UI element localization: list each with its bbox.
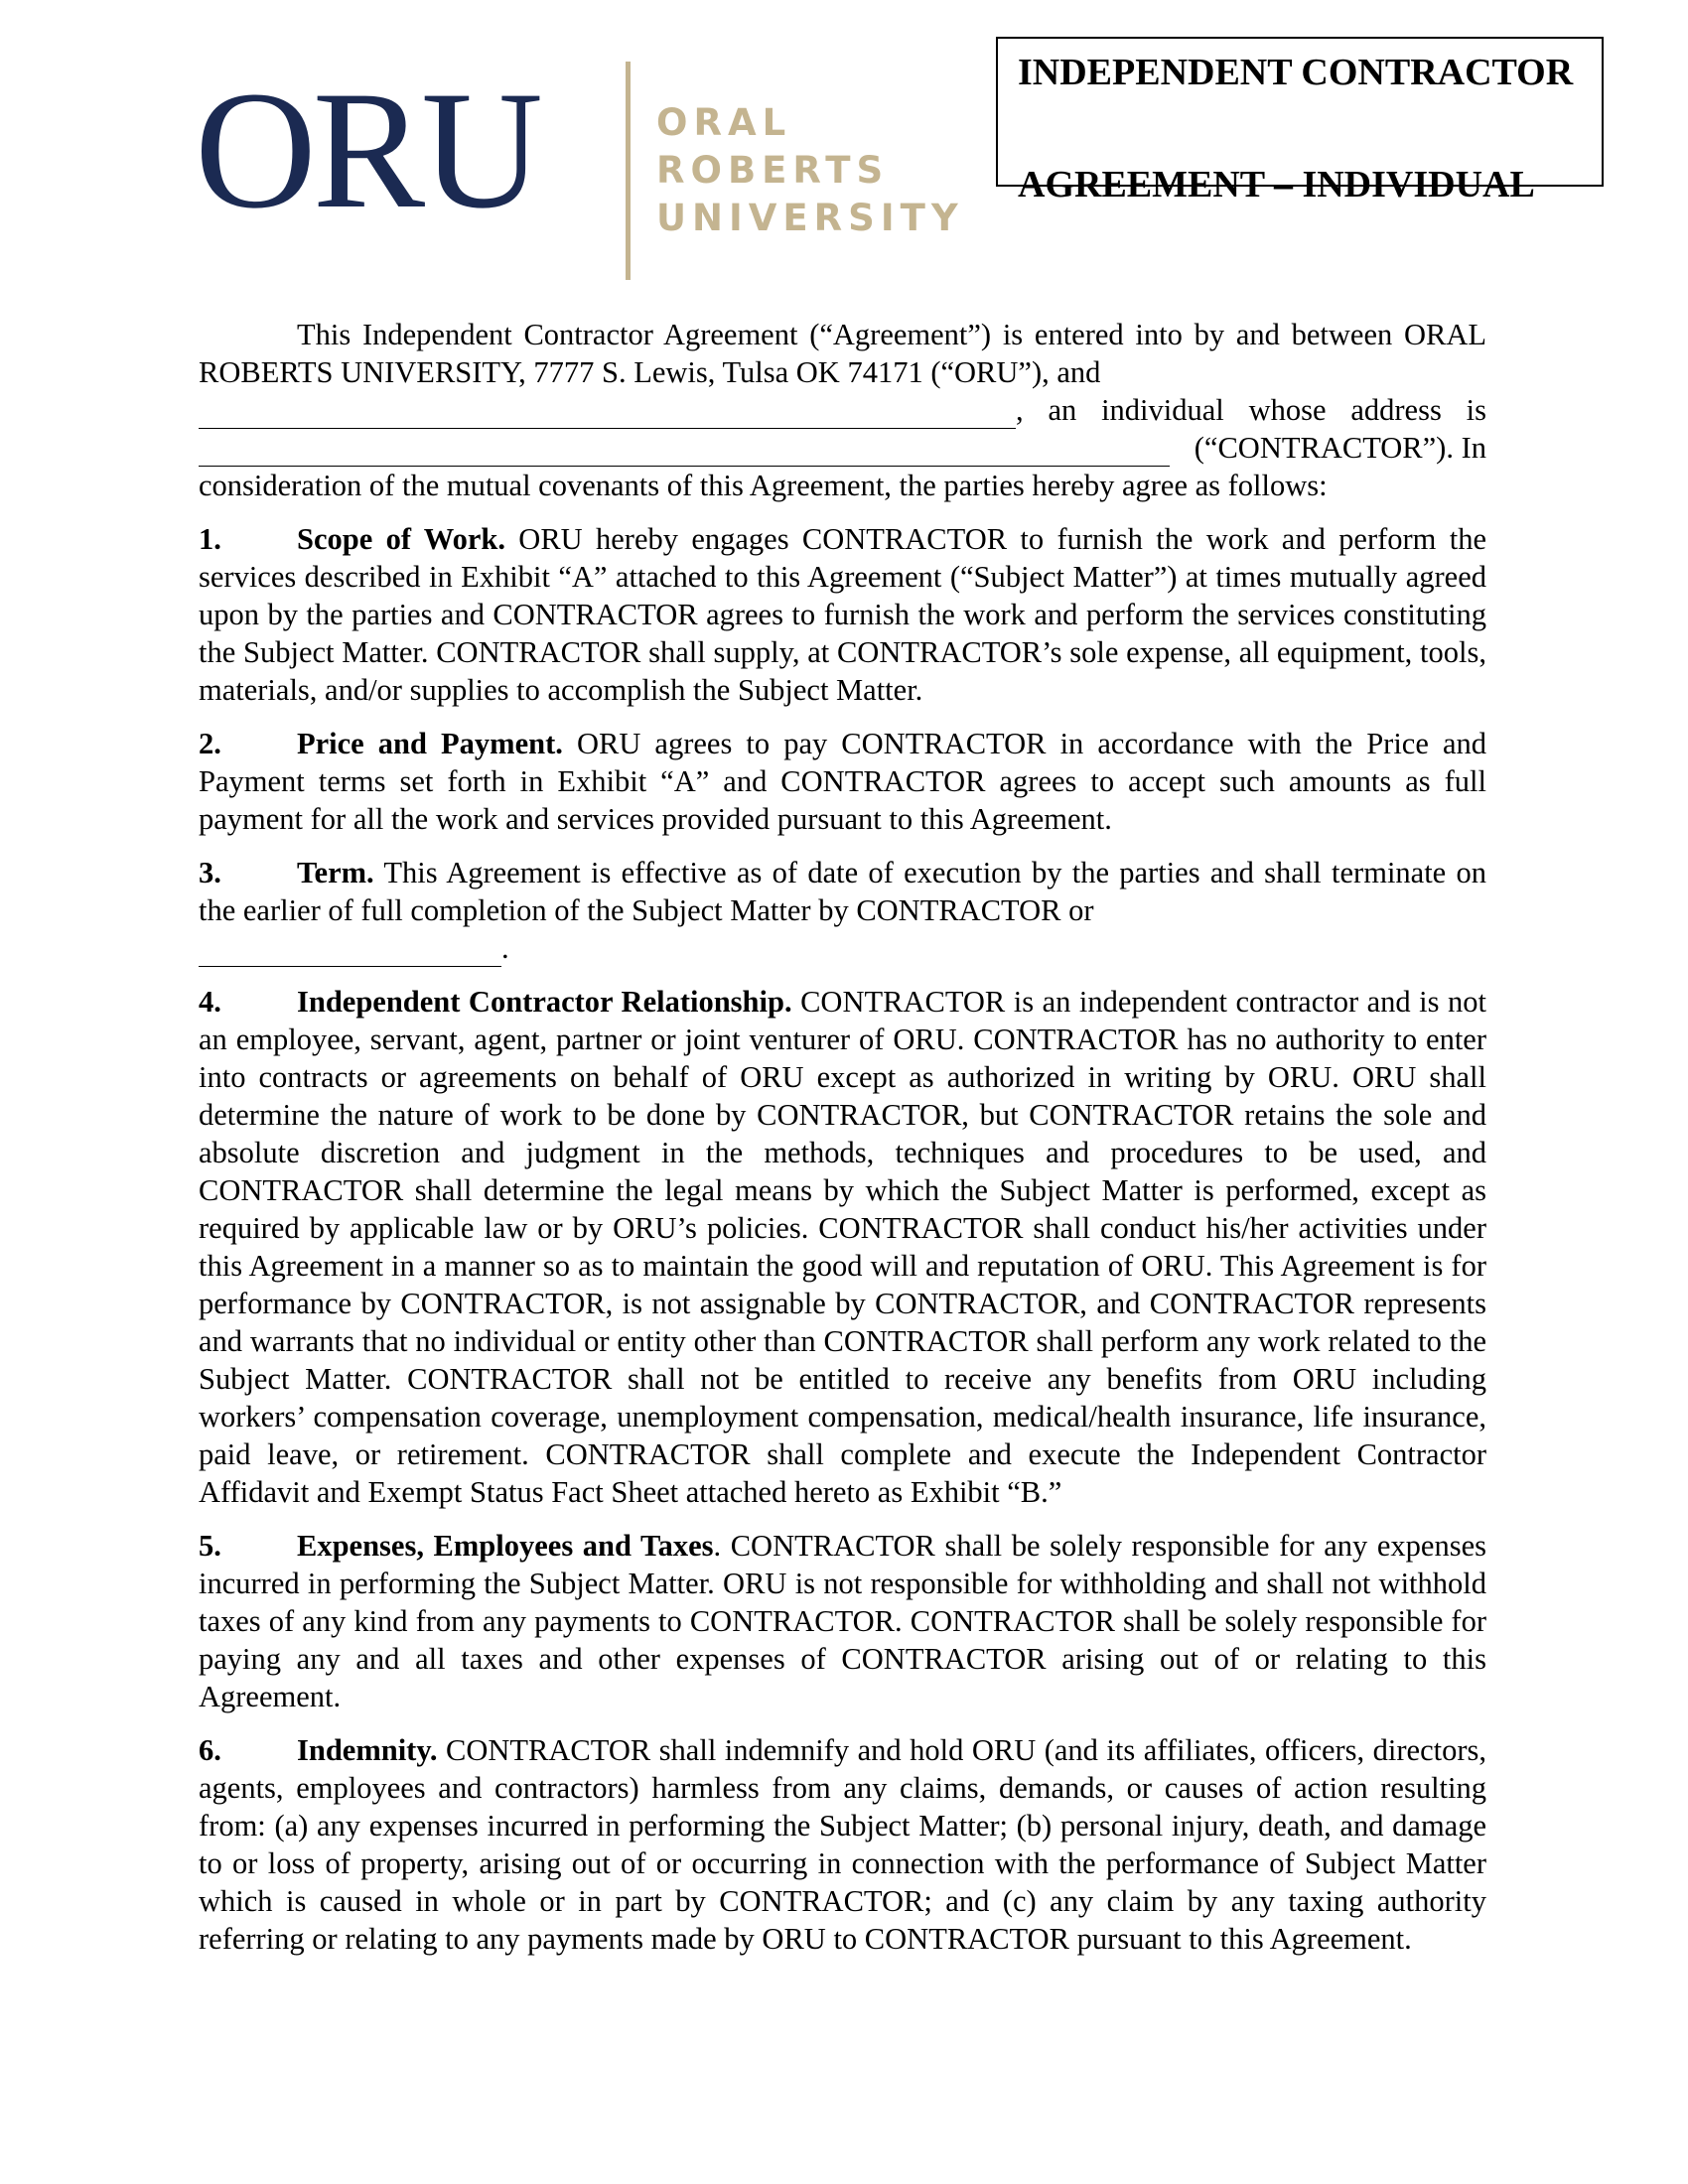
section-text: . CONTRACTOR shall be solely responsible for any expenses incurred in performing the Subject Matter. ORU is not responsible for withholding and shall not withhold taxes of any kind from any payments to CONTRACTOR. CONTRACTOR shall be solely responsible for paying any and all taxes and other expenses of CONTRACTOR arising out of or relating to this Agreement. bbox=[199, 1529, 1486, 1713]
section-heading: Expenses, Employees and Taxes bbox=[297, 1529, 714, 1563]
title-line-1: INDEPENDENT CONTRACTOR bbox=[1018, 52, 1574, 93]
section-5 bbox=[199, 1527, 1486, 1715]
contractor-address-blank[interactable] bbox=[199, 439, 1170, 467]
section-heading: Scope of Work. bbox=[297, 522, 505, 556]
section-1 bbox=[199, 520, 1486, 709]
intro-line-address bbox=[199, 429, 1486, 467]
section-4 bbox=[199, 983, 1486, 1511]
section-6 bbox=[199, 1731, 1486, 1958]
intro-text-3: (“CONTRACTOR”). In bbox=[1194, 431, 1486, 465]
agreement-body bbox=[199, 316, 1486, 1974]
logo-line-roberts: ROBERTS bbox=[656, 149, 890, 192]
contractor-name-blank[interactable] bbox=[199, 401, 1016, 429]
intro-paragraph bbox=[199, 316, 1486, 391]
section-heading: Price and Payment. bbox=[297, 727, 563, 760]
section-text: ORU hereby engages CONTRACTOR to furnish the work and perform the services described in Exhibit “A” attached to this Agreement (“Subject Matter”) at times mutually agreed upon by the parties and CONTRACTOR agrees to furnish the work and perform the services constituting the Subject Matter. CONTRACTOR shall supply, at CONTRACTOR’s sole expense, all equipment, tools, materials, and/or supplies to accomplish the Subject Matter. bbox=[199, 522, 1486, 707]
intro-text-4: consideration of the mutual covenants of this Agreement, the parties hereby agree as follows: bbox=[199, 469, 1328, 502]
title-line-2: AGREEMENT – INDIVIDUAL bbox=[1018, 164, 1535, 205]
logo-wordmark bbox=[656, 99, 964, 242]
section-2 bbox=[199, 725, 1486, 838]
section-text: CONTRACTOR is an independent contractor and is not an employee, servant, agent, partner or joint venturer of ORU. CONTRACTOR has no authority to enter into contracts or agreements on behalf of ORU except as authorized in writing by ORU. ORU shall determine the nature of work to be done by CONTRACTOR, but CONTRACTOR retains the sole and absolute discretion and judgment in the methods, techniques and procedures to be used, and CONTRACTOR shall determine the legal means by which the Subject Matter is performed, except as required by applicable law or by ORU’s policies. CONTRACTOR shall conduct his/her activities under this Agreement in a manner so as to maintain the good will and reputation of ORU. This Agreement is for performance by CONTRACTOR, is not assignable by CONTRACTOR, and CONTRACTOR represents and warrants that no individual or entity other than CONTRACTOR shall perform any work related to the Subject Matter. CONTRACTOR shall not be entitled to receive any benefits from ORU including workers’ compensation coverage, unemployment compensation, medical/health insurance, life insurance, paid leave, or retirement. CONTRACTOR shall complete and execute the Independent Contractor Affidavit and Exempt Status Fact Sheet attached hereto as Exhibit “B.” bbox=[199, 985, 1486, 1509]
section-number: 1. bbox=[199, 522, 221, 556]
logo-divider bbox=[626, 62, 631, 280]
logo-line-oral: ORAL bbox=[656, 101, 792, 144]
term-end-tail: . bbox=[501, 931, 509, 965]
logo-line-university: UNIVERSITY bbox=[656, 197, 964, 239]
section-heading: Independent Contractor Relationship. bbox=[297, 985, 792, 1019]
oru-logo bbox=[195, 57, 964, 284]
intro-line-name bbox=[199, 391, 1486, 429]
section-number: 5. bbox=[199, 1529, 221, 1563]
intro-text-1: This Independent Contractor Agreement (“Agreement”) is entered into by and between ORAL ROBERTS UNIVERSITY, 7777 S. Lewis, Tulsa OK 74171 (“ORU”), and bbox=[199, 318, 1486, 389]
term-end-blank[interactable] bbox=[199, 939, 501, 967]
section-text: ORU agrees to pay CONTRACTOR in accordance with the Price and Payment terms set forth in Exhibit “A” and CONTRACTOR agrees to accept such amounts as full payment for all the work and services provided pursuant to this Agreement. bbox=[199, 727, 1486, 836]
section-number: 2. bbox=[199, 727, 221, 760]
section-heading: Indemnity. bbox=[297, 1733, 438, 1767]
document-title-box bbox=[996, 37, 1604, 205]
term-end-line bbox=[199, 929, 1486, 967]
intro-text-2: , an individual whose address is bbox=[1016, 393, 1486, 427]
section-heading: Term. bbox=[297, 856, 374, 889]
section-number: 6. bbox=[199, 1733, 221, 1767]
section-number: 4. bbox=[199, 985, 221, 1019]
section-text: This Agreement is effective as of date of execution by the parties and shall terminate on the earlier of full completion of the Subject Matter by CONTRACTOR or bbox=[199, 856, 1486, 927]
logo-mark: ORU bbox=[195, 57, 539, 243]
section-3 bbox=[199, 854, 1486, 929]
section-number: 3. bbox=[199, 856, 221, 889]
section-text: CONTRACTOR shall indemnify and hold ORU (and its affiliates, officers, directors, agents, employees and contractors) harmless from any claims, demands, or causes of action resulting from: (a) any expenses incurred in performing the Subject Matter; (b) personal injury, death, and damage to or loss of property, arising out of or occurring in connection with the performance of Subject Matter which is caused in whole or in part by CONTRACTOR; and (c) any claim by any taxing authority referring or relating to any payments made by ORU to CONTRACTOR pursuant to this Agreement. bbox=[199, 1733, 1486, 1956]
